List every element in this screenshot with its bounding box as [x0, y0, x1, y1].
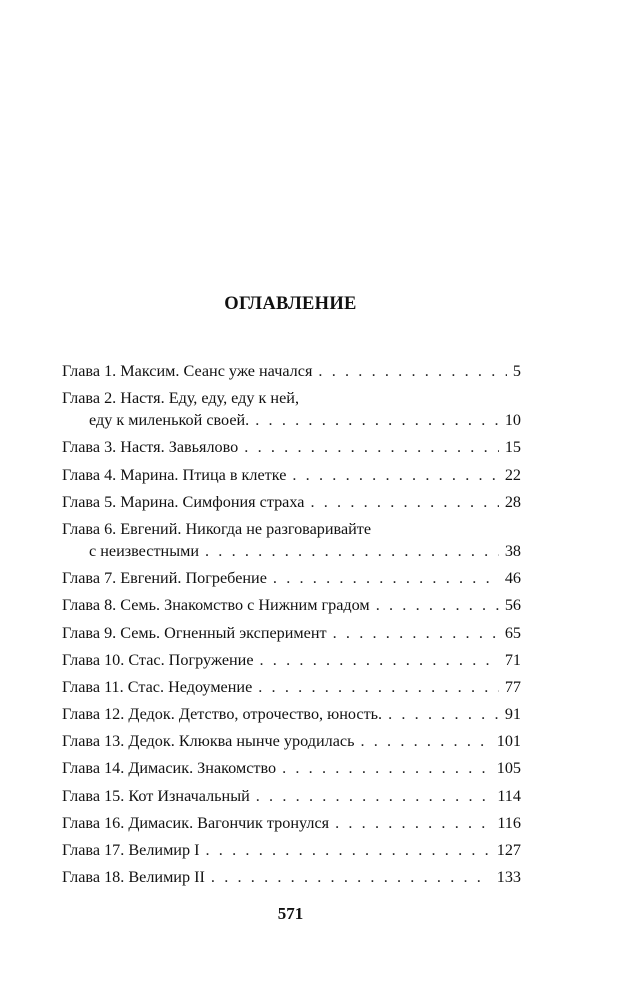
toc-entry: [62, 518, 521, 562]
toc-entry: [62, 567, 521, 589]
toc-entry-title-line: [62, 387, 521, 409]
toc-entry-title-line: [62, 730, 521, 752]
toc-entry: [62, 387, 521, 431]
toc-entry: [62, 649, 521, 671]
toc-entry-title-line: [62, 594, 521, 616]
toc-entry-page: 114: [497, 786, 521, 805]
dot-leader: [273, 567, 499, 589]
toc-entry: [62, 785, 521, 807]
toc-entry: [62, 491, 521, 513]
toc-entry-title-line: [62, 649, 521, 671]
toc-entry: [62, 436, 521, 458]
toc-entry-title: Глава 17. Велимир I: [62, 841, 200, 859]
toc-entry-title: Глава 14. Димасик. Знакомство: [62, 759, 277, 778]
toc-entry-title-line: [62, 491, 521, 513]
toc-entry-title-line: [62, 757, 521, 779]
toc-entry-title: Глава 15. Кот Изначальный: [62, 786, 250, 805]
toc-heading: ОГЛАВЛЕНИЕ: [224, 294, 357, 314]
toc-entry-title: Глава 6. Евгений. Никогда не разговаривайте: [62, 519, 372, 538]
toc-entry: [62, 730, 521, 752]
toc-entry-title-line: [62, 518, 521, 540]
dot-leader: [244, 436, 499, 458]
toc-entry-title: Глава 8. Семь. Знакомство с Нижним градом: [62, 596, 370, 615]
toc-entry-title-line: [62, 436, 521, 458]
toc-entry-title-line: [62, 464, 521, 486]
dot-leader: [310, 491, 498, 513]
toc-entry-title: Глава 10. Стас. Погружение: [62, 650, 254, 669]
toc-entry-page: 56: [504, 596, 521, 615]
dot-leader: [282, 757, 491, 779]
toc-entry-title-line: [62, 785, 521, 807]
toc-entry-page: 65: [504, 623, 521, 642]
toc-entry-page: 5: [512, 362, 521, 380]
toc-entry-page: 28: [504, 492, 521, 511]
toc-entry-title: Глава 5. Марина. Симфония страха: [62, 492, 305, 511]
dot-leader: [260, 649, 499, 671]
toc-entry-page: 15: [504, 438, 521, 457]
toc-entry-page: 127: [496, 841, 521, 859]
toc-entry-title-line: [62, 812, 521, 834]
toc-entry-title-continuation: [62, 540, 521, 562]
toc-entry-title: Глава 1. Максим. Сеанс уже начался: [62, 362, 313, 380]
dot-leader: [211, 866, 491, 888]
toc-entry-title-line: [62, 839, 521, 861]
toc-entry: [62, 594, 521, 616]
toc-entry-page: 105: [496, 759, 521, 778]
toc-entry-title-line: [62, 703, 521, 725]
toc-entry: [62, 812, 521, 834]
dot-leader: [335, 812, 491, 834]
dot-leader: [292, 464, 498, 486]
toc-entry: [62, 866, 521, 888]
toc-entry-title: Глава 3. Настя. Завьялово: [62, 438, 239, 457]
toc-entry: [62, 464, 521, 486]
toc-entry: [62, 622, 521, 644]
dot-leader: [376, 594, 499, 616]
toc-entry-page: 116: [497, 813, 521, 832]
toc-entry-page: 46: [504, 569, 521, 588]
dot-leader: [333, 622, 499, 644]
toc-entry-title: с неизвестными: [89, 541, 199, 560]
toc-entry-page: 91: [504, 705, 521, 724]
toc-entry: [62, 676, 521, 698]
dot-leader: [360, 730, 490, 752]
dot-leader: [256, 785, 492, 807]
toc-entry-title: Глава 12. Дедок. Детство, отрочество, юность.: [62, 705, 383, 724]
toc-entry-title-line: [62, 676, 521, 698]
dot-leader: [205, 540, 499, 562]
toc-entry-title: Глава 7. Евгений. Погребение: [62, 569, 267, 588]
toc-entry-page: 10: [504, 411, 521, 430]
toc-entry-page: 101: [496, 732, 521, 751]
toc-entry-title-continuation: [62, 409, 521, 431]
toc-entry: [62, 839, 521, 861]
toc-entry-title: Глава 4. Марина. Птица в клетке: [62, 465, 287, 484]
toc-entry-title: Глава 13. Дедок. Клюква нынче уродилась: [62, 732, 355, 751]
toc-entry: [62, 703, 521, 725]
dot-leader: [255, 409, 499, 431]
dot-leader: [388, 703, 499, 725]
toc-list: [62, 360, 521, 893]
toc-entry-title: Глава 18. Велимир II: [62, 868, 205, 887]
dot-leader: [258, 676, 499, 698]
toc-entry-title: Глава 16. Димасик. Вагончик тронулся: [62, 813, 330, 832]
toc-entry-title: Глава 2. Настя. Еду, еду, еду к ней,: [62, 389, 299, 408]
toc-entry-title-line: [62, 567, 521, 589]
toc-entry-page: 133: [496, 868, 521, 887]
toc-entry-title-line: [62, 360, 521, 382]
dot-leader: [318, 360, 507, 382]
toc-entry: [62, 757, 521, 779]
toc-entry-page: 77: [504, 677, 521, 696]
toc-entry-title-line: [62, 866, 521, 888]
toc-entry-page: 22: [504, 465, 521, 484]
page-number: 571: [277, 904, 304, 923]
toc-entry: [62, 360, 521, 382]
dot-leader: [206, 839, 491, 861]
toc-entry-title: Глава 11. Стас. Недоумение: [62, 677, 253, 696]
toc-entry-page: 38: [504, 541, 521, 560]
toc-entry-title-line: [62, 622, 521, 644]
toc-entry-title: Глава 9. Семь. Огненный эксперимент: [62, 623, 327, 642]
toc-entry-title: еду к миленькой своей.: [89, 411, 250, 430]
toc-entry-page: 71: [504, 650, 521, 669]
